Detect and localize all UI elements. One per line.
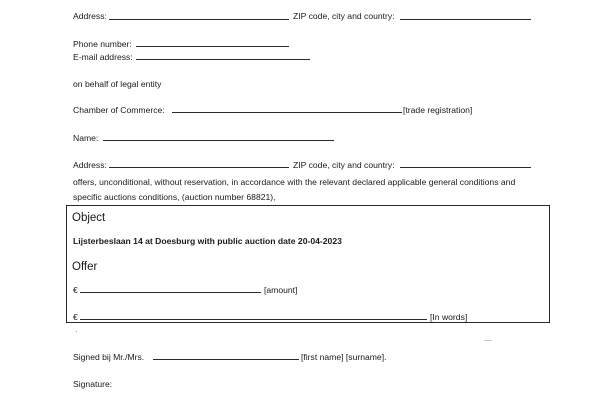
- address-label-1: Address:: [73, 11, 107, 21]
- signed-label: Signed bij Mr./Mrs.: [73, 352, 145, 362]
- email-field[interactable]: [136, 59, 310, 60]
- coc-label: Chamber of Commerce:: [73, 105, 165, 115]
- currency-symbol-2: €: [73, 312, 78, 322]
- phone-field[interactable]: [136, 46, 289, 47]
- coc-field[interactable]: [172, 112, 402, 113]
- signature-label: Signature:: [73, 379, 113, 389]
- signed-name-field[interactable]: [153, 359, 299, 360]
- offers-text-line-2: specific auctions conditions, (auction number 68821),: [73, 192, 276, 202]
- zip-field-1[interactable]: [400, 19, 531, 20]
- scan-speck: [76, 331, 77, 332]
- offer-heading: Offer: [72, 261, 98, 273]
- zip-label-2: ZIP code, city and country:: [293, 160, 395, 170]
- zip-label-1: ZIP code, city and country:: [293, 11, 395, 21]
- amount-hint: [amount]: [264, 285, 298, 295]
- object-heading: Object: [72, 212, 106, 224]
- object-text: Lijsterbeslaan 14 at Doesburg with public auction date 20-04-2023: [73, 236, 342, 246]
- name-label: Name:: [73, 133, 99, 143]
- address-field-2[interactable]: [109, 167, 289, 168]
- amount-in-words-field[interactable]: [80, 319, 427, 320]
- name-field[interactable]: [103, 140, 334, 141]
- email-label: E-mail address:: [73, 52, 133, 62]
- zip-field-2[interactable]: [400, 167, 531, 168]
- signed-hint: [first name] [surname].: [301, 352, 387, 362]
- amount-field[interactable]: [80, 292, 261, 293]
- offers-text-line-1: offers, unconditional, without reservation, in accordance with the relevant declared applicable general conditions and: [73, 177, 516, 187]
- on-behalf-text: on behalf of legal entity: [73, 79, 162, 89]
- coc-hint: [trade registration]: [403, 105, 473, 115]
- address-field-1[interactable]: [109, 19, 289, 20]
- phone-label: Phone number:: [73, 39, 132, 49]
- address-label-2: Address:: [73, 160, 107, 170]
- words-hint: [In words]: [430, 312, 468, 322]
- scan-speck: [484, 340, 492, 341]
- currency-symbol-1: €: [73, 285, 78, 295]
- object-offer-box: [66, 205, 550, 323]
